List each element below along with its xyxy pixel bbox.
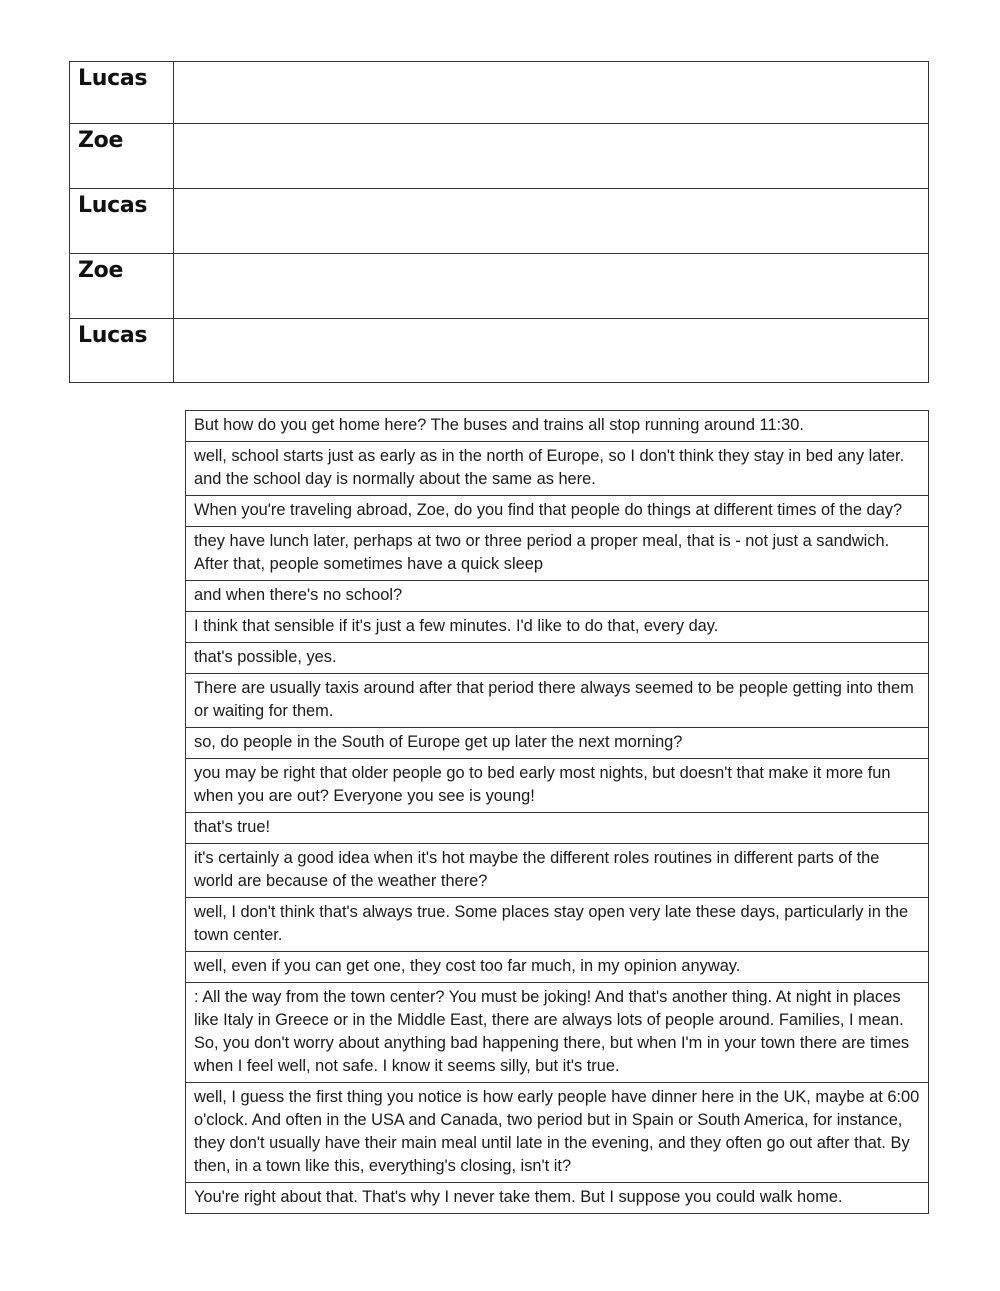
sentence-card[interactable]: There are usually taxis around after that period there always seemed to be people getting into them or waiting for them. bbox=[186, 674, 929, 728]
dialogue-row bbox=[70, 62, 929, 124]
sentence-card[interactable]: But how do you get home here? The buses and trains all stop running around 11:30. bbox=[186, 411, 929, 442]
sentence-card[interactable]: well, I don't think that's always true. Some places stay open very late these days, particularly in the town center. bbox=[186, 898, 929, 952]
sentence-row bbox=[186, 1083, 929, 1183]
dialogue-row bbox=[70, 254, 929, 319]
sentence-row bbox=[186, 813, 929, 844]
answer-drop-zone[interactable] bbox=[174, 62, 929, 124]
answer-drop-zone[interactable] bbox=[174, 254, 929, 319]
answer-drop-zone[interactable] bbox=[174, 124, 929, 189]
sentence-row bbox=[186, 728, 929, 759]
speaker-name: Lucas bbox=[70, 189, 174, 254]
sentence-row bbox=[186, 411, 929, 442]
answer-drop-zone[interactable] bbox=[174, 189, 929, 254]
sentence-card[interactable]: : All the way from the town center? You must be joking! And that's another thing. At night in places like Italy in Greece or in the Middle East, there are always lots of people around. Families, I mean. So, you don't worry about anything bad happening there, but when I'm in your town there are times when I feel well, not safe. I know it seems silly, but it's true. bbox=[186, 983, 929, 1083]
sentence-row bbox=[186, 952, 929, 983]
sentence-row bbox=[186, 527, 929, 581]
speaker-name: Lucas bbox=[70, 62, 174, 124]
sentence-card[interactable]: You're right about that. That's why I never take them. But I suppose you could walk home. bbox=[186, 1183, 929, 1214]
sentence-card[interactable]: they have lunch later, perhaps at two or three period a proper meal, that is - not just a sandwich. After that, people sometimes have a quick sleep bbox=[186, 527, 929, 581]
sentence-bank bbox=[185, 410, 929, 1214]
answer-drop-zone[interactable] bbox=[174, 319, 929, 383]
sentence-row bbox=[186, 1183, 929, 1214]
dialogue-row bbox=[70, 124, 929, 189]
sentence-card[interactable]: that's possible, yes. bbox=[186, 643, 929, 674]
dialogue-row bbox=[70, 319, 929, 383]
sentence-row bbox=[186, 643, 929, 674]
sentence-card[interactable]: you may be right that older people go to bed early most nights, but doesn't that make it more fun when you are out? Everyone you see is young! bbox=[186, 759, 929, 813]
sentence-row bbox=[186, 442, 929, 496]
sentence-card[interactable]: When you're traveling abroad, Zoe, do you find that people do things at different times of the day? bbox=[186, 496, 929, 527]
sentence-row bbox=[186, 581, 929, 612]
speaker-name: Lucas bbox=[70, 319, 174, 383]
speaker-name: Zoe bbox=[70, 254, 174, 319]
sentence-card[interactable]: and when there's no school? bbox=[186, 581, 929, 612]
sentence-card[interactable]: so, do people in the South of Europe get up later the next morning? bbox=[186, 728, 929, 759]
sentence-row bbox=[186, 844, 929, 898]
sentence-card[interactable]: that's true! bbox=[186, 813, 929, 844]
dialogue-answer-table bbox=[69, 61, 929, 383]
sentence-card[interactable]: it's certainly a good idea when it's hot maybe the different roles routines in different parts of the world are because of the weather there? bbox=[186, 844, 929, 898]
sentence-row bbox=[186, 759, 929, 813]
sentence-card[interactable]: well, even if you can get one, they cost too far much, in my opinion anyway. bbox=[186, 952, 929, 983]
speaker-name: Zoe bbox=[70, 124, 174, 189]
sentence-row bbox=[186, 983, 929, 1083]
sentence-card[interactable]: well, school starts just as early as in the north of Europe, so I don't think they stay in bed any later. and the school day is normally about the same as here. bbox=[186, 442, 929, 496]
sentence-card[interactable]: I think that sensible if it's just a few minutes. I'd like to do that, every day. bbox=[186, 612, 929, 643]
sentence-row bbox=[186, 496, 929, 527]
sentence-row bbox=[186, 898, 929, 952]
sentence-row bbox=[186, 674, 929, 728]
sentence-card[interactable]: well, I guess the first thing you notice is how early people have dinner here in the UK, maybe at 6:00 o'clock. And often in the USA and Canada, two period but in Spain or South America, for instance, they don't usually have their main meal until late in the evening, and they often go out after that. By then, in a town like this, everything's closing, isn't it? bbox=[186, 1083, 929, 1183]
sentence-row bbox=[186, 612, 929, 643]
dialogue-row bbox=[70, 189, 929, 254]
